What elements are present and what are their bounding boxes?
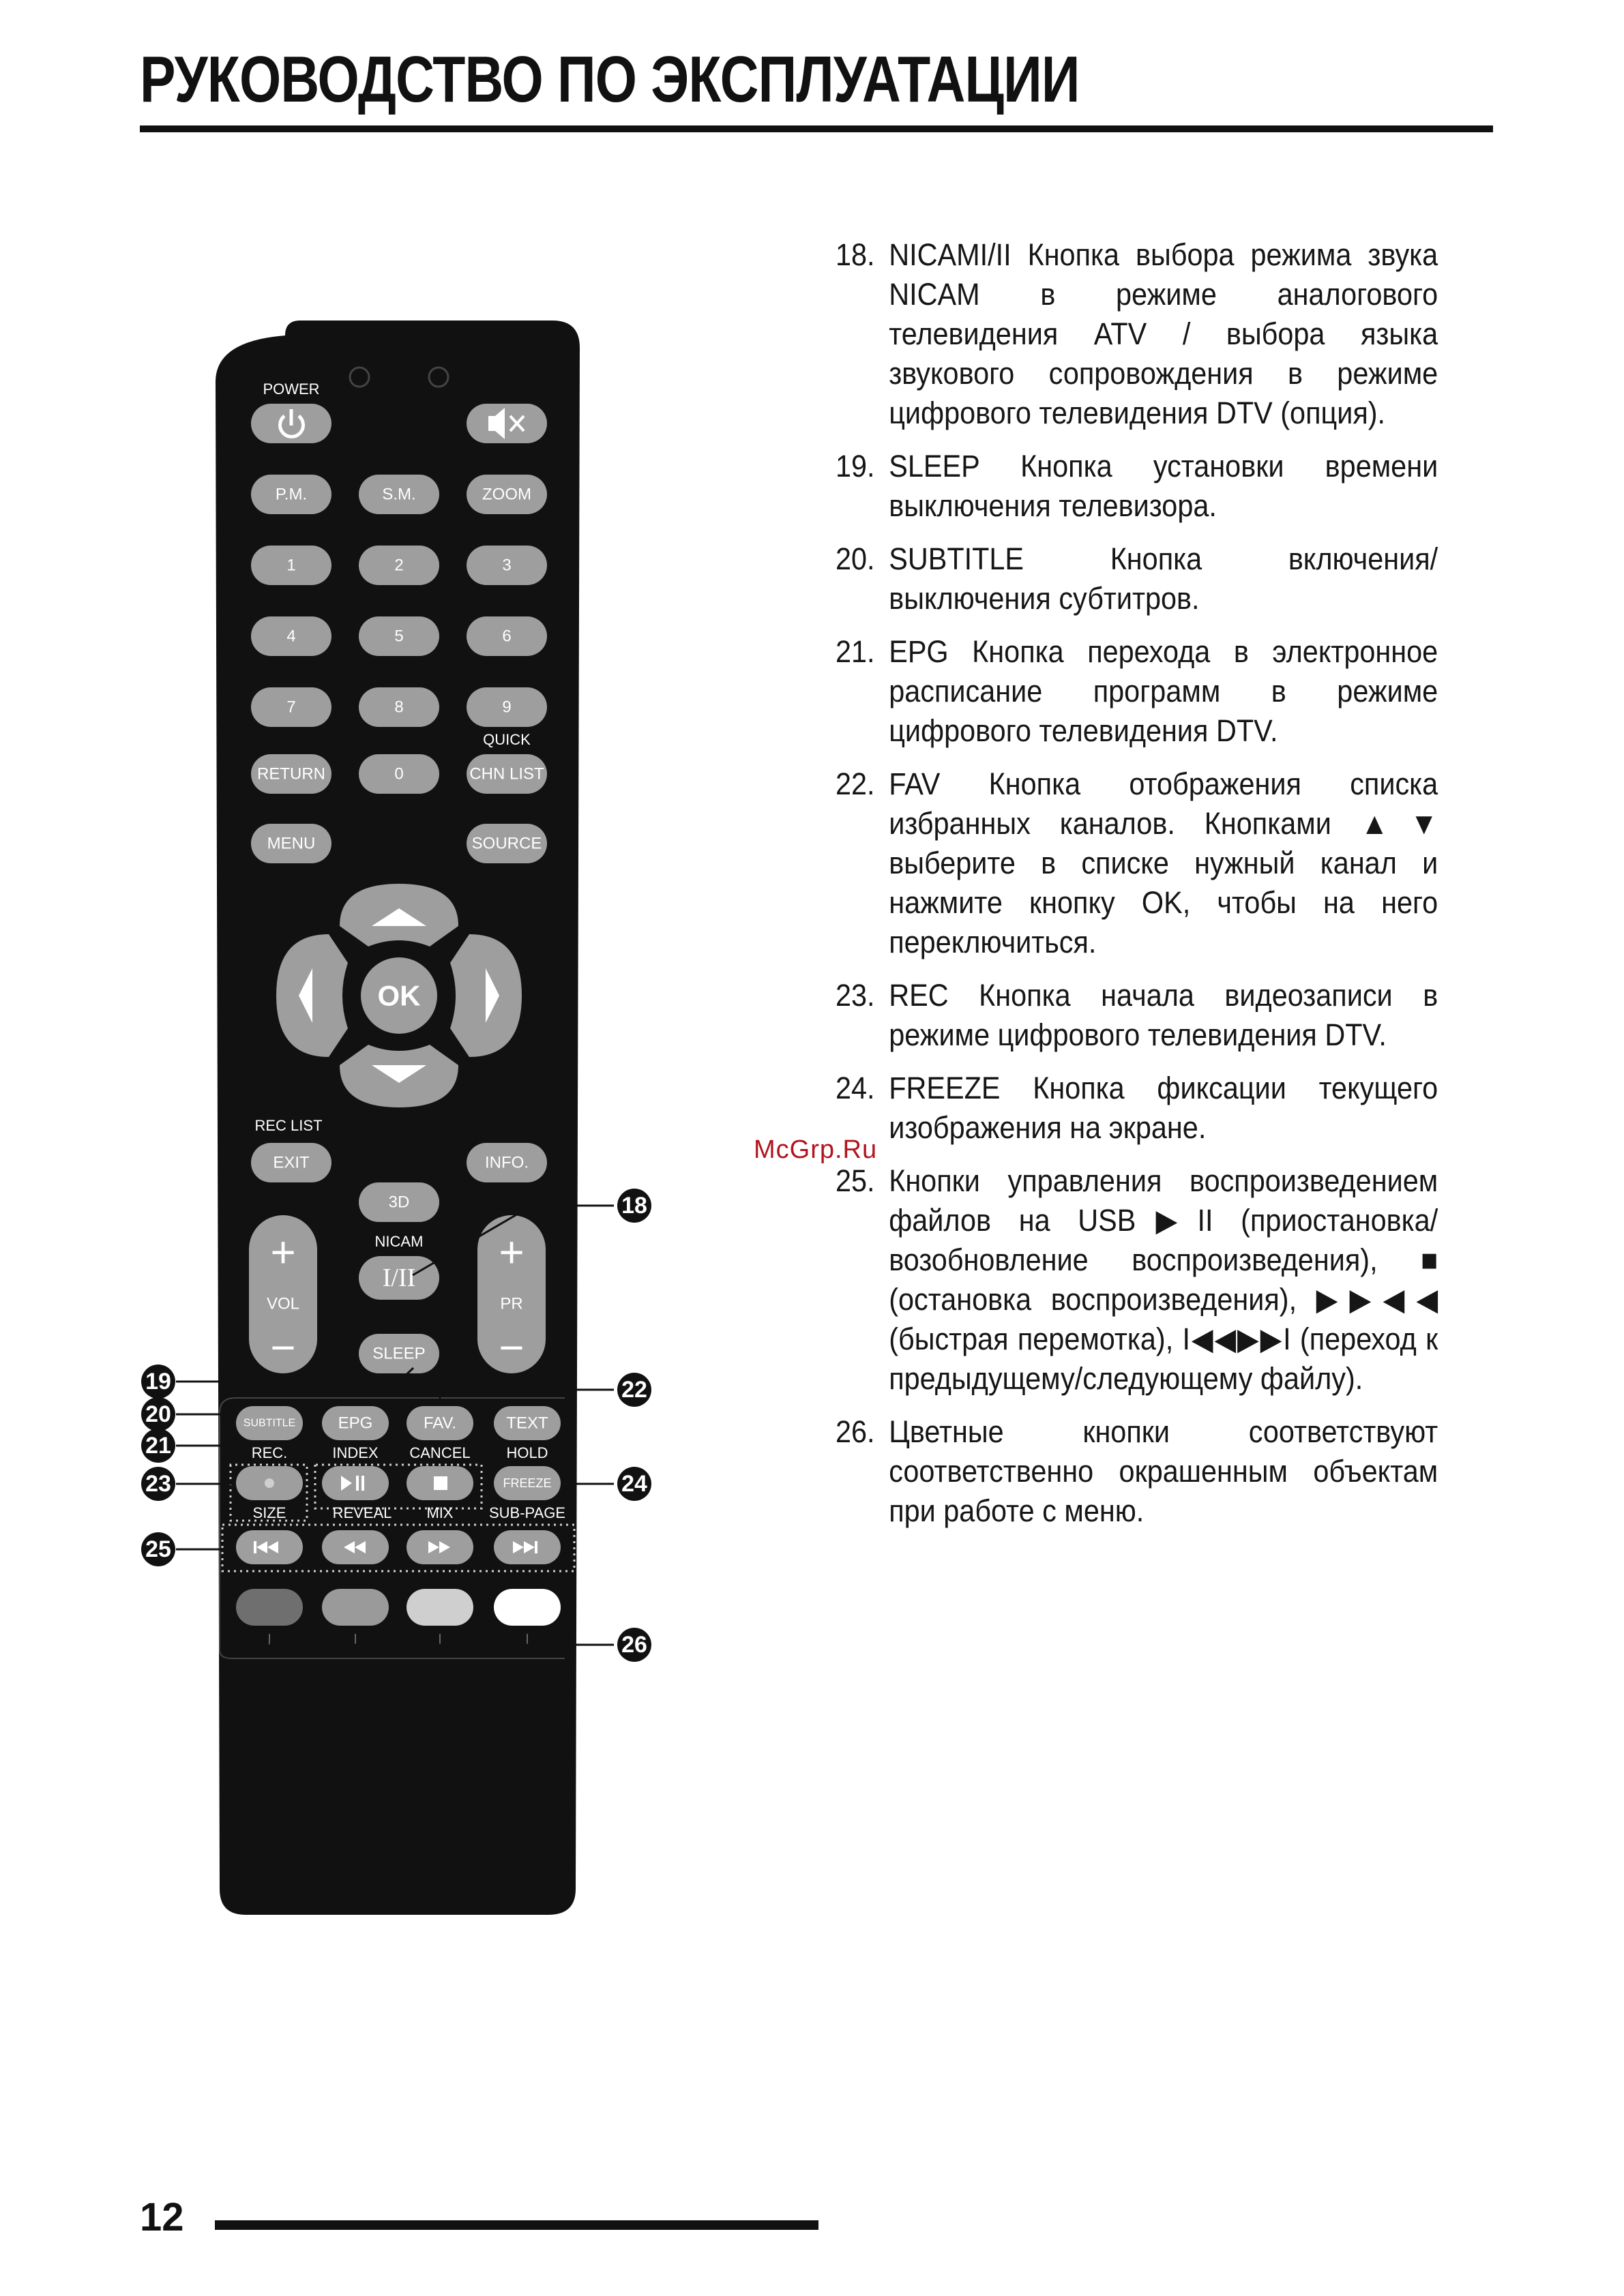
source-label: SOURCE <box>471 834 542 853</box>
description-number: 19. <box>836 449 875 483</box>
description-text: EPG Кнопка перехода в электронное расписание программ в режиме цифрового телевидения DTV. <box>889 634 1438 748</box>
description-list <box>836 235 1438 1545</box>
description-number: 24. <box>836 1071 875 1105</box>
description-number: 26. <box>836 1414 875 1449</box>
vol-plus-icon: + <box>270 1227 296 1277</box>
epg-label: EPG <box>338 1414 373 1433</box>
digit-3-label: 3 <box>502 556 512 575</box>
callout-23: 23 <box>145 1471 171 1497</box>
ok-label: OK <box>377 979 421 1012</box>
callout-20: 20 <box>145 1401 171 1427</box>
footer-rule <box>215 2220 818 2230</box>
callout-19: 19 <box>145 1369 171 1395</box>
page-number: 12 <box>140 2195 184 2239</box>
red-key-button[interactable] <box>236 1589 303 1626</box>
description-item <box>836 976 1438 1055</box>
pr-plus-icon: + <box>499 1227 525 1277</box>
description-number: 23. <box>836 978 875 1013</box>
digit-9-label: 9 <box>502 698 512 717</box>
pr-minus-icon: − <box>499 1323 525 1372</box>
nicam-button-label: I/II <box>382 1264 416 1292</box>
vol-label: VOL <box>266 1294 300 1313</box>
stop-icon <box>434 1476 447 1490</box>
rec-list-label: REC LIST <box>254 1117 323 1134</box>
callout-25: 25 <box>145 1536 171 1562</box>
power-label: POWER <box>263 381 320 398</box>
blue-key-button[interactable] <box>494 1589 561 1626</box>
mute-button[interactable] <box>467 404 547 443</box>
description-item <box>836 1412 1438 1531</box>
digit-8-label: 8 <box>394 698 404 717</box>
description-text: FAV Кнопка отображения списка избранных каналов. Кнопками ▲▼ выберите в списке нужный канал и нажмите кнопку OK, чтобы на него переключиться. <box>889 766 1438 959</box>
description-text: SUBTITLE Кнопка включения/выключения субтитров. <box>889 541 1438 616</box>
callout-21: 21 <box>145 1433 171 1459</box>
description-number: 20. <box>836 541 875 576</box>
callout-26: 26 <box>621 1632 647 1658</box>
size-label: SIZE <box>252 1504 286 1521</box>
digit-2-label: 2 <box>394 556 404 575</box>
exit-label: EXIT <box>273 1153 310 1172</box>
text-label: TEXT <box>506 1414 548 1433</box>
rec-label: REC. <box>251 1444 288 1461</box>
fav-label: FAV. <box>423 1414 457 1433</box>
green-key-button[interactable] <box>322 1589 389 1626</box>
play-pause-button[interactable] <box>322 1466 389 1500</box>
description-text: Кнопки управления воспроизведением файлов на USB▶II (приостановка/возобновление воспроизведения), ■ (остановка воспроизведения), ▶▶◀◀ (быстрая перемотка), I◀◀▶▶I (переход к предыдущему/следующему файлу). <box>889 1163 1438 1396</box>
description-item <box>836 1161 1438 1399</box>
callout-22: 22 <box>621 1377 647 1403</box>
vol-minus-icon: − <box>270 1323 296 1372</box>
digit-7-label: 7 <box>286 698 296 717</box>
callout-18: 18 <box>621 1193 647 1219</box>
description-item <box>836 632 1438 751</box>
3d-label: 3D <box>388 1193 410 1212</box>
digit-1-label: 1 <box>286 556 296 575</box>
description-text: SLEEP Кнопка установки времени выключения телевизора. <box>889 449 1438 523</box>
subtitle-label: SUBTITLE <box>243 1417 296 1429</box>
record-dot-icon <box>265 1478 274 1488</box>
cancel-label: CANCEL <box>409 1444 471 1461</box>
info-label: INFO. <box>485 1153 529 1172</box>
description-text: FREEZE Кнопка фиксации текущего изображения на экране. <box>889 1071 1438 1145</box>
description-item <box>836 235 1438 433</box>
description-text: Цветные кнопки соответствуют соответственно окрашенным объектам при работе с меню. <box>889 1414 1438 1528</box>
yellow-key-button[interactable] <box>407 1589 473 1626</box>
watermark: McGrp.Ru <box>754 1135 878 1164</box>
digit-0-label: 0 <box>394 764 404 784</box>
freeze-label: FREEZE <box>503 1476 552 1490</box>
description-item <box>836 764 1438 962</box>
digit-4-label: 4 <box>286 627 296 646</box>
description-item <box>836 539 1438 618</box>
pr-label: PR <box>500 1294 523 1313</box>
mix-label: MIX <box>426 1504 454 1521</box>
sub-page-label: SUB-PAGE <box>488 1504 566 1521</box>
nicam-label: NICAM <box>374 1233 424 1250</box>
return-label: RETURN <box>257 764 325 784</box>
description-item <box>836 447 1438 526</box>
menu-label: MENU <box>267 834 316 853</box>
zoom-label: ZOOM <box>482 485 531 504</box>
description-number: 18. <box>836 237 875 272</box>
callout-24: 24 <box>621 1471 647 1497</box>
hold-label: HOLD <box>506 1444 548 1461</box>
sleep-label: SLEEP <box>372 1344 426 1363</box>
pm-label: P.M. <box>275 485 308 504</box>
sm-label: S.M. <box>382 485 416 504</box>
description-text: REC Кнопка начала видеозаписи в режиме цифрового телевидения DTV. <box>889 978 1438 1052</box>
digit-6-label: 6 <box>502 627 512 646</box>
description-item <box>836 1069 1438 1148</box>
quick-label: QUICK <box>483 731 531 748</box>
description-number: 22. <box>836 766 875 801</box>
description-number: 25. <box>836 1163 875 1198</box>
description-number: 21. <box>836 634 875 669</box>
index-label: INDEX <box>332 1444 379 1461</box>
description-text: NICAMI/II Кнопка выбора режима звука NICAM в режиме аналогового телевидения ATV / выбора языка звукового сопровождения в режиме цифрового телевидения DTV (опция). <box>889 237 1438 430</box>
reveal-label: REVEAL <box>332 1504 392 1521</box>
page-title: РУКОВОДСТВО ПО ЭКСПЛУАТАЦИИ <box>140 43 1080 116</box>
digit-5-label: 5 <box>394 627 404 646</box>
chn-list-label: CHN LIST <box>469 764 544 784</box>
